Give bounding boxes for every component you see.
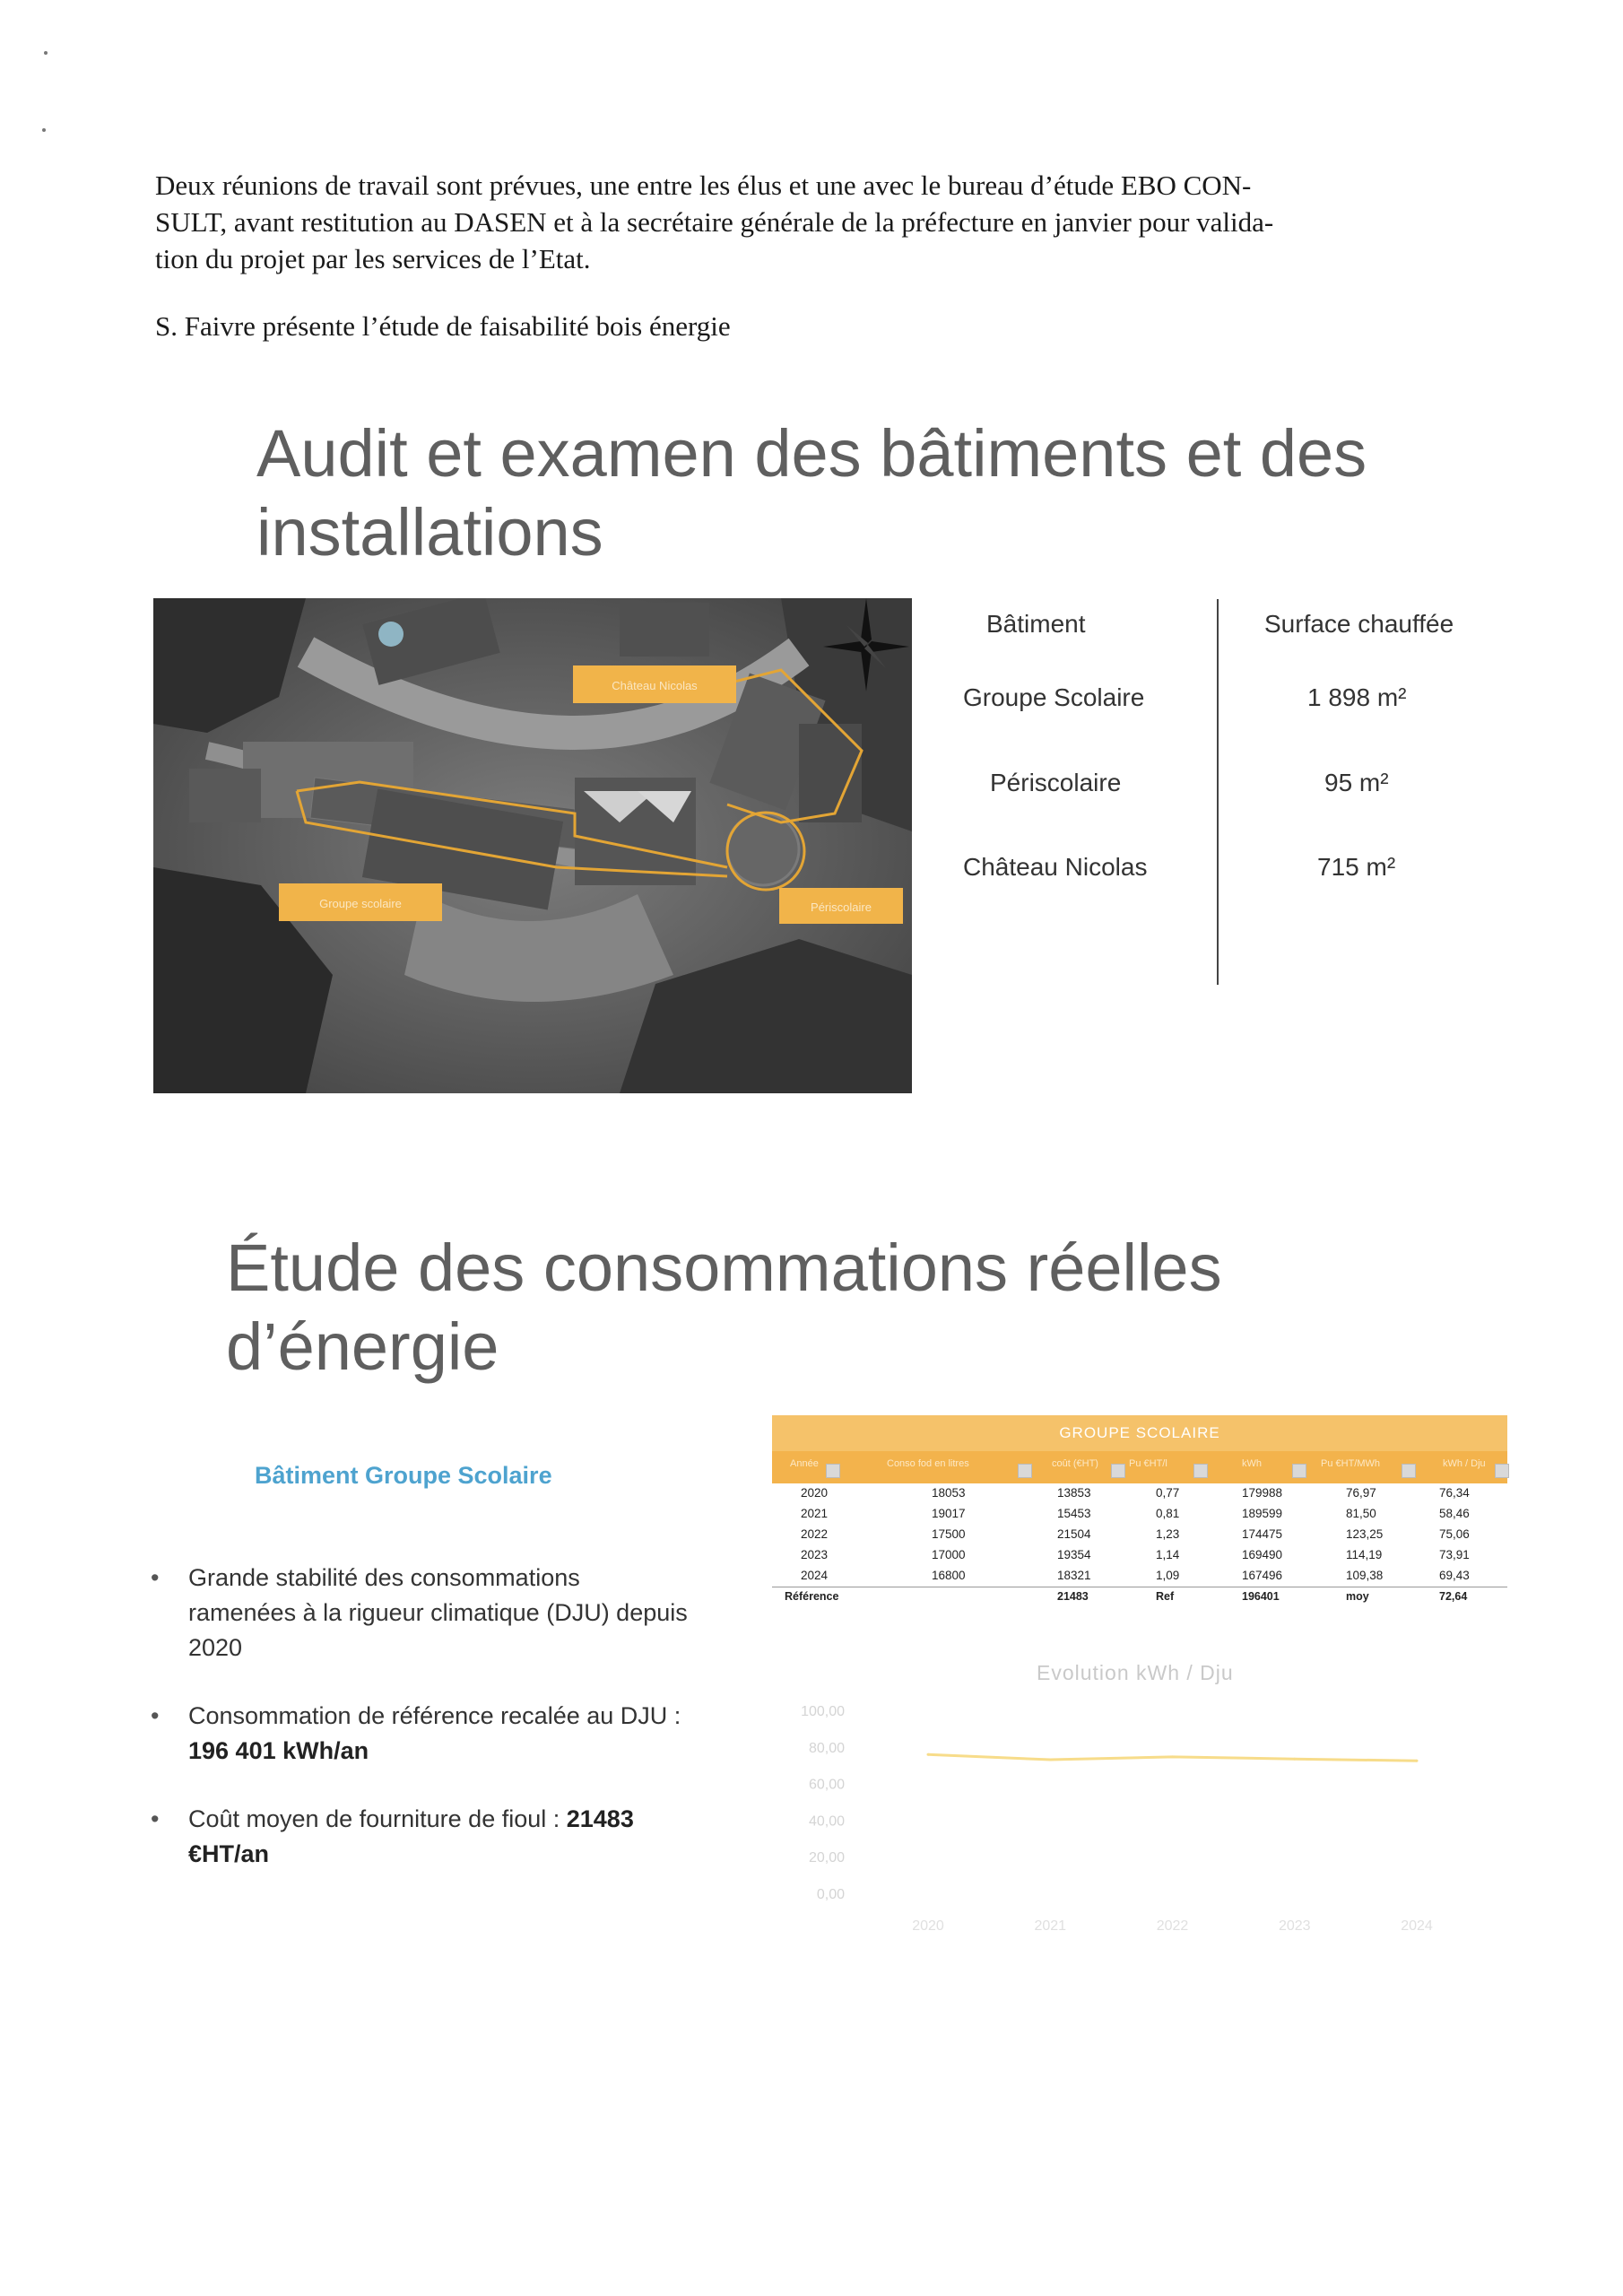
table-cell: 167496 — [1242, 1569, 1283, 1582]
table-cell: 123,25 — [1346, 1527, 1384, 1541]
table-cell: 76,97 — [1346, 1486, 1376, 1500]
table-cell: 15453 — [1057, 1507, 1091, 1520]
table-header-row — [772, 1451, 1507, 1483]
slide1-title — [256, 414, 1422, 572]
table-cell: 179988 — [1242, 1486, 1283, 1500]
table-cell: 73,91 — [1439, 1548, 1470, 1561]
table-cell: 189599 — [1242, 1507, 1283, 1520]
line-chart — [771, 1695, 1453, 1937]
table-cell: 174475 — [1242, 1527, 1283, 1541]
table-cell: 114,19 — [1346, 1548, 1383, 1561]
filter-icon[interactable] — [826, 1464, 840, 1478]
slide2-title-line-1: Étude des consommations réelles — [226, 1231, 1222, 1305]
bullet-item: • Consommation de référence recalée au DJU : 196 401 kWh/an — [151, 1699, 689, 1769]
table-cell: 1,14 — [1156, 1548, 1180, 1561]
data-point — [1416, 1760, 1419, 1762]
table-cell: 17500 — [932, 1527, 966, 1541]
table-cell: 69,43 — [1439, 1569, 1470, 1582]
table-cell: 16800 — [932, 1569, 966, 1582]
x-tick-label: 2023 — [1278, 1918, 1311, 1934]
intro-line-2: SULT, avant restitution au DASEN et à la secrétaire générale de la préfecture en janvier pour valida- — [155, 206, 1274, 238]
data-point — [1049, 1759, 1052, 1761]
map-label-groupe: Groupe scolaire — [319, 897, 402, 910]
row-name-periscolaire: Périscolaire — [990, 769, 1122, 796]
table-row — [772, 1483, 1507, 1504]
x-tick-label: 2020 — [912, 1918, 944, 1934]
table-cell: 1,09 — [1156, 1569, 1180, 1582]
table-cell: 18321 — [1057, 1569, 1091, 1582]
table-cell: 109,38 — [1346, 1569, 1384, 1582]
header-kwh-dju: kWh / Dju — [1443, 1458, 1486, 1469]
header-conso: Conso fod en litres — [887, 1458, 969, 1469]
map-label-chateau: Château Nicolas — [612, 679, 698, 692]
aerial-map — [153, 598, 912, 1093]
header-kwh: kWh — [1242, 1458, 1262, 1469]
data-point — [1171, 1755, 1174, 1758]
row-surface-groupe: 1 898 m² — [1307, 683, 1407, 711]
slide2-title-line-2: d’énergie — [226, 1309, 499, 1384]
table-cell: 1,23 — [1156, 1527, 1180, 1541]
table-cell: 18053 — [932, 1486, 966, 1500]
table-cell: 21483 — [1057, 1590, 1089, 1603]
data-point — [927, 1753, 930, 1756]
table-cell: 0,81 — [1156, 1507, 1180, 1520]
table-cell: 81,50 — [1346, 1507, 1376, 1520]
table-row — [772, 1545, 1507, 1566]
table-cell: 2020 — [801, 1486, 829, 1500]
x-tick-label: 2022 — [1156, 1918, 1189, 1934]
scan-speck — [42, 128, 46, 132]
filter-icon[interactable] — [1292, 1464, 1306, 1478]
scan-speck — [44, 51, 48, 55]
building-subheading: Bâtiment Groupe Scolaire — [255, 1462, 552, 1489]
table-cell: 2024 — [801, 1569, 829, 1582]
table-cell: 21504 — [1057, 1527, 1091, 1541]
slide1-title-line-2: installations — [256, 495, 603, 570]
filter-icon[interactable] — [1495, 1464, 1509, 1478]
table-cell: 2021 — [801, 1507, 829, 1520]
intro-line-3: tion du projet par les services de l’Etat. — [155, 243, 591, 274]
table-row — [772, 1504, 1507, 1525]
data-point — [1293, 1758, 1296, 1761]
slide1-title-line-1: Audit et examen des bâtiments et des — [256, 416, 1367, 491]
x-tick-label: 2021 — [1034, 1918, 1067, 1934]
intro-text — [155, 167, 1464, 344]
table-cell: 58,46 — [1439, 1507, 1470, 1520]
row-surface-periscolaire: 95 m² — [1324, 769, 1389, 796]
y-tick-label: 80,00 — [808, 1740, 845, 1756]
y-tick-label: 0,00 — [816, 1887, 845, 1902]
header-pu-mwh: Pu €HT/MWh — [1321, 1458, 1381, 1469]
filter-icon[interactable] — [1193, 1464, 1208, 1478]
chart-title: Evolution kWh / Dju — [1037, 1661, 1234, 1684]
intro-line-1: Deux réunions de travail sont prévues, une entre les élus et une avec le bureau d’étude EBO CON- — [155, 170, 1252, 201]
table-cell: Référence — [785, 1590, 839, 1603]
bullet-list — [151, 1561, 689, 1905]
row-name-groupe: Groupe Scolaire — [963, 683, 1145, 711]
table-divider — [1217, 599, 1219, 985]
table-cell: 19017 — [932, 1507, 966, 1520]
slide2-title — [226, 1229, 1392, 1387]
filter-icon[interactable] — [1111, 1464, 1125, 1478]
y-tick-label: 60,00 — [808, 1777, 845, 1793]
table-cell: 196401 — [1242, 1590, 1280, 1603]
table-cell: 13853 — [1057, 1486, 1091, 1500]
row-surface-chateau: 715 m² — [1317, 853, 1396, 881]
bullet-item: • Grande stabilité des consommations ramenées à la rigueur climatique (DJU) depuis 2020 — [151, 1561, 689, 1665]
table-cell: 0,77 — [1156, 1486, 1180, 1500]
reference-row — [772, 1587, 1507, 1608]
table-row — [772, 1525, 1507, 1545]
table-cell: 169490 — [1242, 1548, 1283, 1561]
x-tick-label: 2024 — [1401, 1918, 1433, 1934]
header-pu-l: Pu €HT/l — [1129, 1458, 1167, 1469]
y-tick-label: 40,00 — [808, 1813, 845, 1830]
filter-icon[interactable] — [1018, 1464, 1032, 1478]
y-tick-label: 100,00 — [801, 1704, 845, 1719]
table-cell: 75,06 — [1439, 1527, 1470, 1541]
row-name-chateau: Château Nicolas — [963, 853, 1148, 881]
table-cell: 17000 — [932, 1548, 966, 1561]
bullet-item: • Coût moyen de fourniture de fioul : 21483 €HT/an — [151, 1802, 689, 1872]
header-cout: coût (€HT) — [1052, 1458, 1098, 1469]
table-cell: 2022 — [801, 1527, 829, 1541]
map-label-periscolaire: Périscolaire — [811, 900, 872, 914]
table-title: GROUPE SCOLAIRE — [772, 1415, 1507, 1451]
header-annee: Année — [790, 1458, 819, 1469]
table-cell: 2023 — [801, 1548, 829, 1561]
table-cell: Ref — [1156, 1590, 1175, 1603]
presenter-line: S. Faivre présente l’étude de faisabilité bois énergie — [155, 310, 731, 342]
col-header-surface: Surface chauffée — [1264, 610, 1454, 638]
table-cell: 72,64 — [1439, 1590, 1468, 1603]
compass-icon — [823, 598, 909, 691]
table-row — [772, 1566, 1507, 1587]
table-cell: 19354 — [1057, 1548, 1091, 1561]
col-header-batiment: Bâtiment — [986, 610, 1086, 638]
table-cell: 76,34 — [1439, 1486, 1470, 1500]
y-tick-label: 20,00 — [808, 1850, 845, 1866]
consumption-table — [772, 1415, 1507, 1608]
table-body — [772, 1483, 1507, 1608]
table-cell: moy — [1346, 1590, 1369, 1603]
filter-icon[interactable] — [1402, 1464, 1416, 1478]
